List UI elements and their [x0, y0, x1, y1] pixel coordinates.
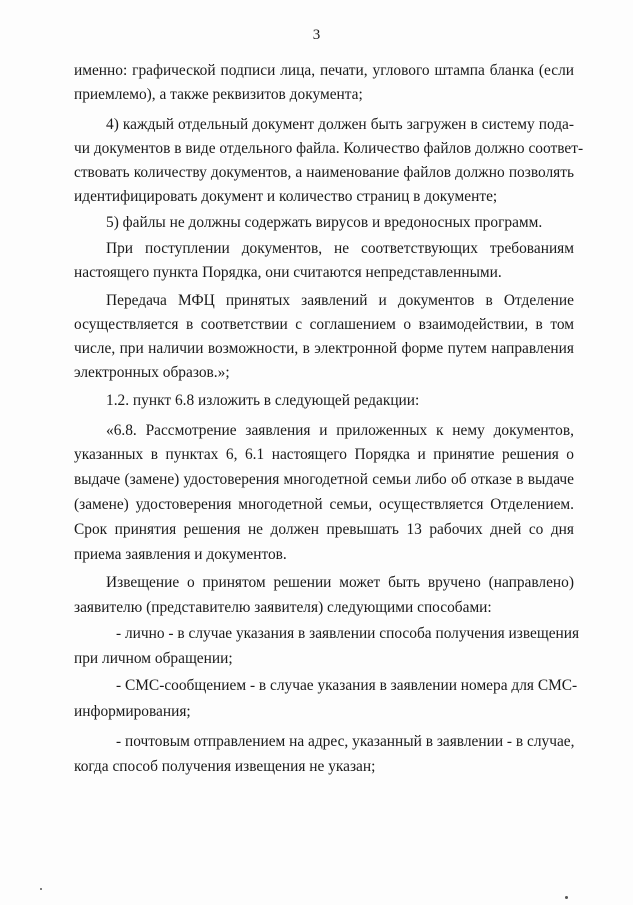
page-number: 3	[312, 27, 321, 43]
text-line: - СМС-сообщением - в случае указания в заявлении номера для СМС-	[116, 677, 578, 694]
text-line: именно: графической подписи лица, печати, углового штампа бланка (если	[74, 62, 574, 79]
text-line: «6.8. Рассмотрение заявления и приложенных к нему документов,	[106, 422, 574, 439]
text-line: Извещение о принятом решении может быть вручено (направлено)	[106, 574, 574, 591]
text-line: информирования;	[74, 703, 191, 720]
text-line: когда способ получения извещения не указан;	[74, 758, 376, 775]
text-line: идентифицировать документ и количество страниц в документе;	[74, 188, 498, 205]
scan-speck	[40, 888, 42, 890]
text-line: - почтовым отправлением на адрес, указанный в заявлении - в случае,	[116, 733, 575, 750]
text-line: ствовать количеству документов, а наименование файлов должно позволять	[74, 164, 574, 181]
text-line: При поступлении документов, не соответствующих требованиям	[106, 240, 574, 257]
text-line: чи документов в виде отдельного файла. Количество файлов должно соответ-	[74, 140, 584, 157]
text-line: осуществляется в соответствии с соглашением о взаимодействии, в том	[74, 316, 574, 333]
text-line: приемлемо), а также реквизитов документа;	[74, 86, 363, 103]
text-line: настоящего пункта Порядка, они считаются непредставленными.	[74, 264, 502, 281]
text-line: заявителю (представителю заявителя) следующими способами:	[74, 599, 492, 616]
text-line: приема заявления и документов.	[74, 546, 287, 563]
text-line: электронных образов.»;	[74, 364, 230, 381]
scan-speck	[565, 896, 568, 899]
text-line: числе, при наличии возможности, в электронной форме путем направления	[74, 340, 574, 357]
text-line: Передача МФЦ принятых заявлений и документов в Отделение	[106, 292, 574, 309]
text-line: (замене) удостоверения многодетной семьи, осуществляется Отделением.	[74, 496, 574, 513]
text-line: при личном обращении;	[74, 650, 233, 667]
text-line: Срок принятия решения не должен превышать 13 рабочих дней со дня	[74, 521, 574, 538]
text-line: 4) каждый отдельный документ должен быть загружен в систему пода-	[106, 116, 574, 133]
text-line: 5) файлы не должны содержать вирусов и вредоносных программ.	[106, 214, 543, 231]
text-line: выдаче (замене) удостоверения многодетной семьи либо об отказе в выдаче	[74, 471, 574, 488]
text-line: - лично - в случае указания в заявлении способа получения извещения	[116, 625, 580, 642]
text-line: указанных в пунктах 6, 6.1 настоящего Порядка и принятие решения о	[74, 446, 574, 463]
text-line: 1.2. пункт 6.8 изложить в следующей редакции:	[106, 392, 420, 409]
